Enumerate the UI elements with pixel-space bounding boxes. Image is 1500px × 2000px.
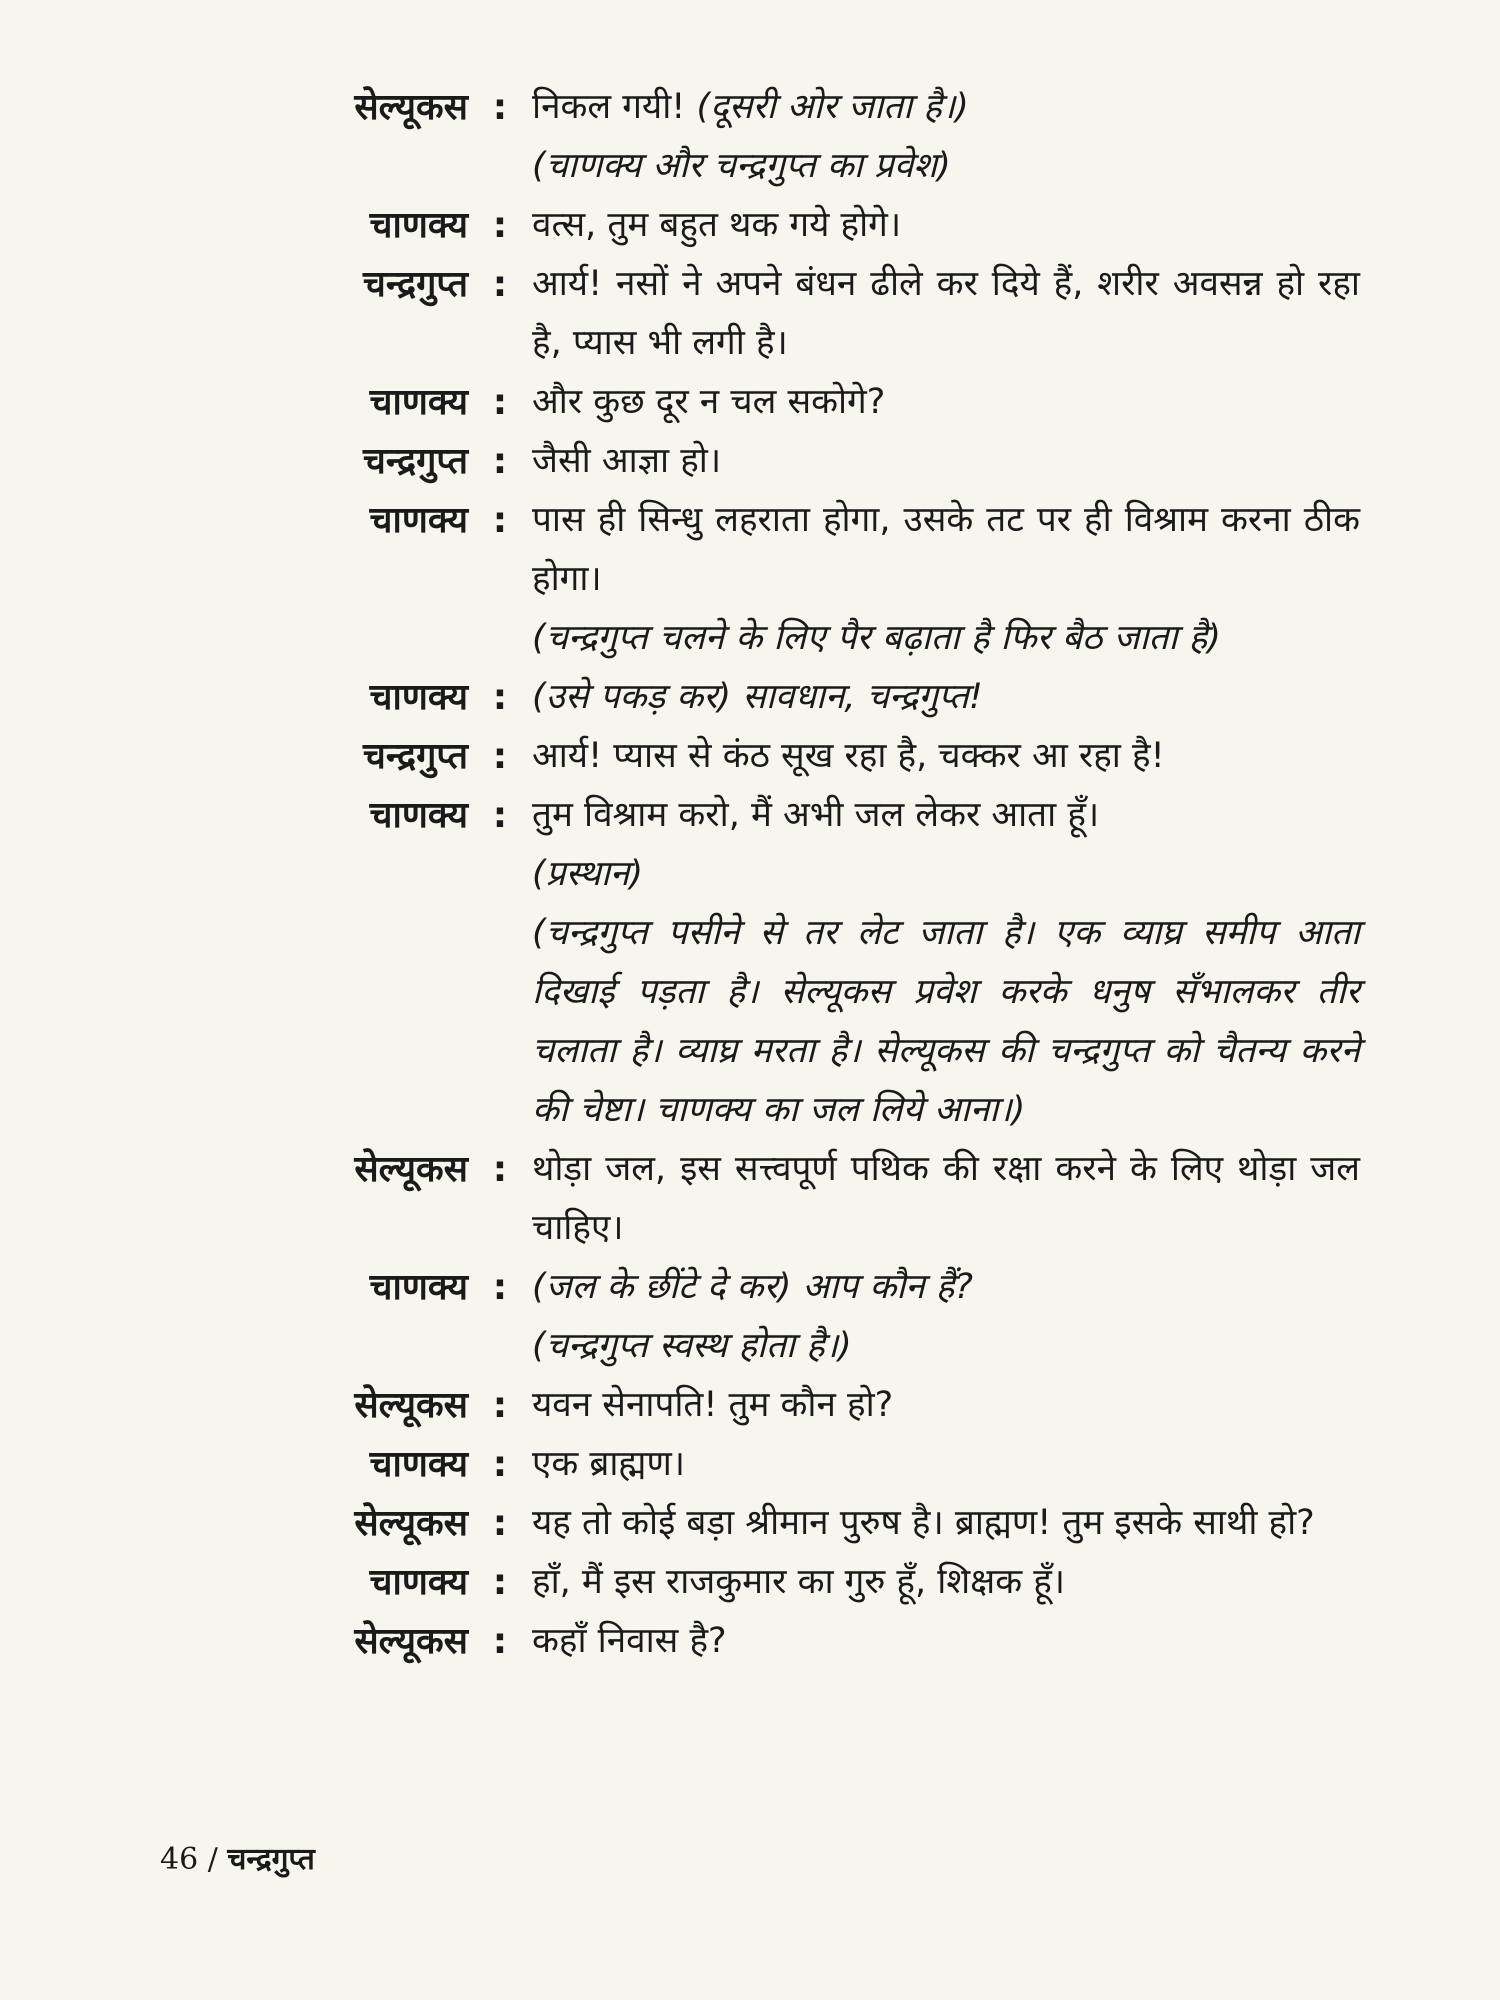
dialogue-line — [130, 1435, 1390, 1494]
dialogue-text: यह तो कोई बड़ा श्रीमान पुरुष है। ब्राह्मण! तुम इसके साथी हो? — [532, 1503, 1315, 1543]
stage-direction: (चाणक्य और चन्द्रगुप्त का प्रवेश) — [532, 146, 951, 186]
speaker-name: चाणक्य — [369, 205, 468, 246]
speaker-colon: : — [492, 1385, 508, 1426]
speaker-name: सेल्यूकस — [354, 1621, 468, 1662]
speaker-name: चाणक्य — [369, 1267, 468, 1308]
dialogue-line — [130, 727, 1390, 786]
page-number: 46 — [160, 1842, 199, 1877]
dialogue-text: थोड़ा जल, इस सत्त्वपूर्ण पथिक की रक्षा करने के लिए थोड़ा जल चाहिए। — [532, 1149, 1360, 1248]
stage-direction-line — [130, 609, 1390, 668]
stage-direction: (जल के छींटे दे कर) आप कौन हैं? — [532, 1267, 973, 1307]
stage-direction: (उसे पकड़ कर) सावधान, चन्द्रगुप्त! — [532, 677, 983, 717]
stage-direction: (चन्द्रगुप्त स्वस्थ होता है।) — [532, 1326, 852, 1366]
dialogue-line — [130, 1140, 1390, 1258]
speaker-name: चाणक्य — [369, 500, 468, 541]
dialogue-line — [130, 255, 1390, 373]
dialogue-text: पास ही सिन्धु लहराता होगा, उसके तट पर ही विश्राम करना ठीक होगा। — [532, 500, 1360, 599]
dialogue-line — [130, 786, 1390, 845]
dialogue-text: हाँ, मैं इस राजकुमार का गुरु हूँ, शिक्षक हूँ। — [532, 1562, 1066, 1602]
dialogue-text: तुम विश्राम करो, मैं अभी जल लेकर आता हूँ। — [532, 795, 1100, 835]
speaker-name: चाणक्य — [369, 382, 468, 423]
dialogue-text: वत्स, तुम बहुत थक गये होगे। — [532, 205, 902, 245]
speaker-name: चन्द्रगुप्त — [363, 264, 468, 305]
stage-direction-line — [130, 845, 1390, 904]
dialogue-text: आर्य! नसों ने अपने बंधन ढीले कर दिये हैं, शरीर अवसन्न हो रहा है, प्यास भी लगी है। — [532, 264, 1360, 363]
dialogue-text: आर्य! प्यास से कंठ सूख रहा है, चक्कर आ रहा है! — [532, 736, 1165, 776]
dialogue-text: एक ब्राह्मण। — [532, 1444, 686, 1484]
speaker-colon: : — [492, 677, 508, 718]
speaker-colon: : — [492, 87, 508, 128]
speaker-colon: : — [492, 1149, 508, 1190]
book-title: चन्द्रगुप्त — [227, 1842, 315, 1877]
dialogue-text: जैसी आज्ञा हो। — [532, 441, 722, 481]
speaker-colon: : — [492, 441, 508, 482]
speaker-name: चाणक्य — [369, 677, 468, 718]
speaker-colon: : — [492, 264, 508, 305]
dialogue-line — [130, 1494, 1390, 1553]
dialogue-line — [130, 1612, 1390, 1671]
dialogue-line — [130, 1376, 1390, 1435]
stage-direction-line — [130, 904, 1390, 1140]
page-footer — [160, 1840, 315, 1880]
footer-separator: / — [198, 1842, 228, 1877]
speaker-colon: : — [492, 1267, 508, 1308]
dialogue-text: यवन सेनापति! तुम कौन हो? — [532, 1385, 894, 1425]
dialogue-text: और कुछ दूर न चल सकोगे? — [532, 382, 886, 422]
dialogue-line — [130, 432, 1390, 491]
speaker-name: सेल्यूकस — [354, 1149, 468, 1190]
spoken-text: निकल गयी! — [532, 87, 686, 127]
speaker-name: सेल्यूकस — [354, 1385, 468, 1426]
dialogue-line — [130, 668, 1390, 727]
speaker-colon: : — [492, 1562, 508, 1603]
dialogue-line — [130, 196, 1390, 255]
speaker-colon: : — [492, 736, 508, 777]
dialogue-text — [532, 78, 1360, 137]
stage-direction-line — [130, 1317, 1390, 1376]
dialogue-line — [130, 1553, 1390, 1612]
speaker-name: सेल्यूकस — [354, 1503, 468, 1544]
speaker-colon: : — [492, 1444, 508, 1485]
dialogue-text: कहाँ निवास है? — [532, 1621, 727, 1661]
speaker-name: चन्द्रगुप्त — [363, 736, 468, 777]
stage-direction-line — [130, 137, 1390, 196]
speaker-colon: : — [492, 795, 508, 836]
speaker-colon: : — [492, 1621, 508, 1662]
dialogue-line — [130, 373, 1390, 432]
speaker-name: चाणक्य — [369, 1562, 468, 1603]
speaker-colon: : — [492, 382, 508, 423]
dialogue-line — [130, 78, 1390, 137]
stage-direction: (चन्द्रगुप्त चलने के लिए पैर बढ़ाता है फिर बैठ जाता है) — [532, 618, 1221, 658]
speaker-colon: : — [492, 500, 508, 541]
speaker-name: सेल्यूकस — [354, 87, 468, 128]
speaker-colon: : — [492, 1503, 508, 1544]
stage-direction: (दूसरी ओर जाता है।) — [685, 87, 969, 127]
dialogue-line — [130, 491, 1390, 609]
speaker-colon: : — [492, 205, 508, 246]
speaker-name: चन्द्रगुप्त — [363, 441, 468, 482]
speaker-name: चाणक्य — [369, 1444, 468, 1485]
speaker-name: चाणक्य — [369, 795, 468, 836]
dialogue-body — [130, 78, 1390, 1671]
dialogue-line — [130, 1258, 1390, 1317]
stage-direction: (प्रस्थान) — [532, 854, 643, 894]
stage-direction: (चन्द्रगुप्त पसीने से तर लेट जाता है। एक व्याघ्र समीप आता दिखाई पड़ता है। सेल्यूकस प्रवेश करके धनुष सँभालकर तीर चलाता है। व्याघ्र मरता है। सेल्यूकस की चन्द्रगुप्त को चैतन्य करने की चेष्टा। चाणक्य का जल लिये आना।) — [532, 913, 1360, 1130]
